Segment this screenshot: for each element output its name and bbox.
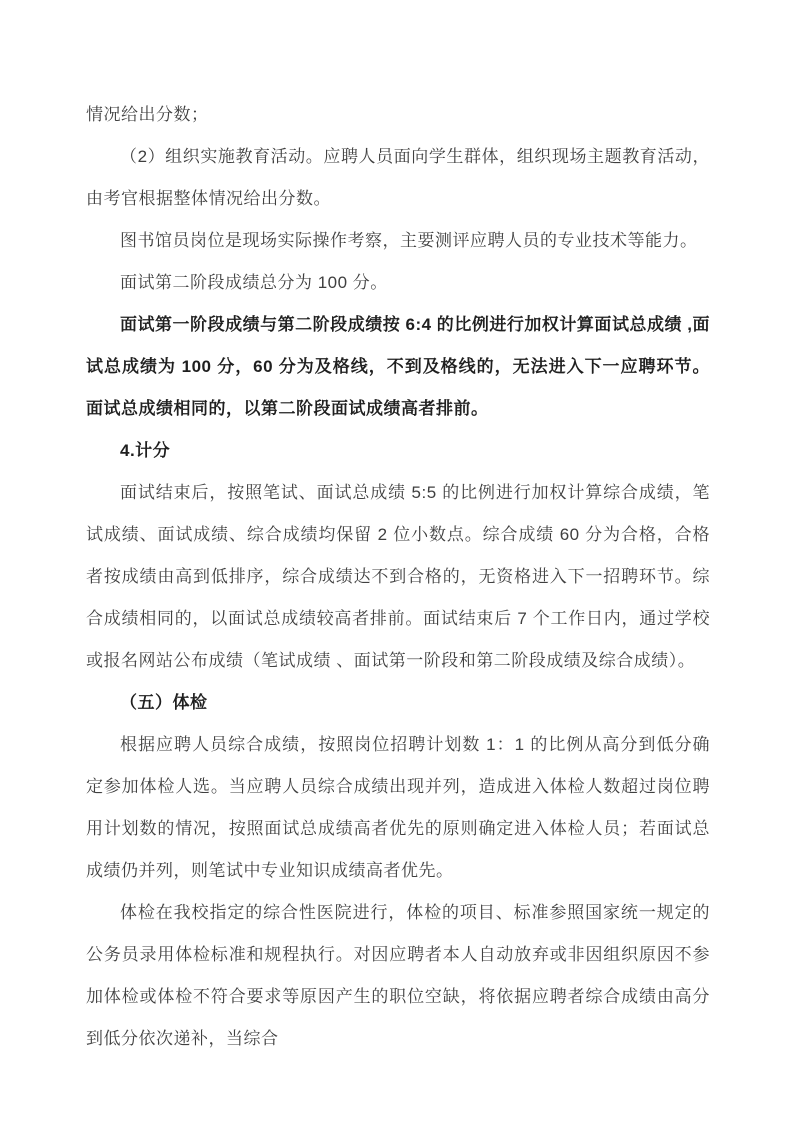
paragraph-physical-exam-selection: 根据应聘人员综合成绩，按照岗位招聘计划数 1：1 的比例从高分到低分确定参加体检人选。当应聘人员综合成绩出现并列，造成进入体检人数超过岗位聘用计划数的情况，按照面试总成绩高者优先的原则确定进入体检人员；若面试总成绩仍并列，则笔试中专业知识成绩高者优先。 <box>86 735 710 880</box>
paragraph-weighted-interview-score: 面试第一阶段成绩与第二阶段成绩按 6:4 的比例进行加权计算面试总成绩 ,面试总成绩为 100 分，60 分为及格线，不到及格线的，无法进入下一应聘环节。面试总成绩相同的，以第二阶段面试成绩高者排前。 <box>86 315 710 418</box>
paragraph-stage2-total-score: 面试第二阶段成绩总分为 100 分。 <box>120 273 388 292</box>
paragraph-organize-education-activity: （2）组织实施教育活动。应聘人员面向学生群体，组织现场主题教育活动，由考官根据整体情况给出分数。 <box>86 147 710 208</box>
section-heading-scoring: 4.计分 <box>120 441 171 460</box>
paragraph-physical-exam-hospital: 体检在我校指定的综合性医院进行，体检的项目、标准参照国家统一规定的公务员录用体检标准和规程执行。对因应聘者本人自动放弃或非因组织原因不参加体检或体检不符合要求等原因产生的职位空缺，将依据应聘者综合成绩由高分到低分依次递补，当综合 <box>86 903 710 1048</box>
section-heading-physical-exam: （五）体检 <box>120 693 208 712</box>
paragraph-comprehensive-score-rules: 面试结束后，按照笔试、面试总成绩 5:5 的比例进行加权计算综合成绩，笔试成绩、面试成绩、综合成绩均保留 2 位小数点。综合成绩 60 分为合格，合格者按成绩由高到低排序，综合成绩达不到合格的，无资格进入下一招聘环节。综合成绩相同的，以面试总成绩较高者排前。面试结束后 7 个工作日内，通过学校或报名网站公布成绩（笔试成绩 、面试第一阶段和第二阶段成绩及综合成绩）。 <box>86 483 710 670</box>
paragraph-librarian-post: 图书馆员岗位是现场实际操作考察，主要测评应聘人员的专业技术等能力。 <box>120 231 698 250</box>
paragraph-continuation: 情况给出分数； <box>86 105 209 124</box>
